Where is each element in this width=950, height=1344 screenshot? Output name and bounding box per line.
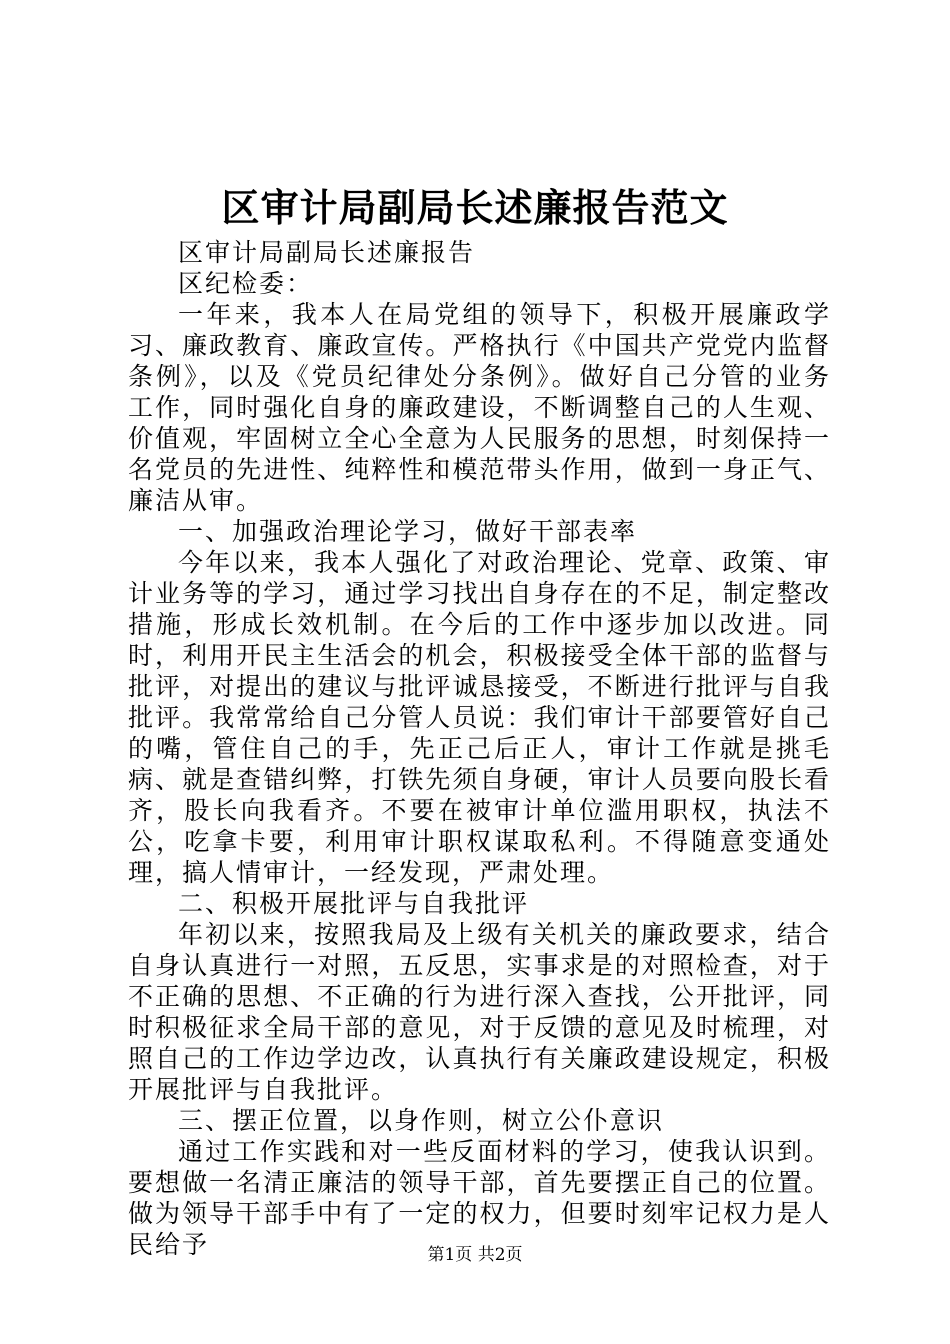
section-3-paragraph: 通过工作实践和对一些反面材料的学习，使我认识到。要想做一名清正廉洁的领导干部，首先要摆正自己的位置。做为领导干部手中有了一定的权力，但要时刻牢记权力是人民给予	[128, 1137, 831, 1259]
document-title: 区审计局副局长述廉报告范文	[221, 185, 729, 230]
section-heading-2: 二、积极开展批评与自我批评	[178, 889, 530, 918]
report-subtitle: 区审计局副局长述廉报告	[178, 238, 476, 267]
section-heading-3: 三、摆正位置，以身作则，树立公仆意识	[178, 1106, 665, 1135]
salutation: 区纪检委：	[178, 269, 314, 298]
page-number-footer: 第1页 共2页	[427, 1245, 523, 1265]
document-body	[128, 237, 831, 1260]
section-heading-1: 一、加强政治理论学习，做好干部表率	[178, 517, 638, 546]
section-1-paragraph: 今年以来，我本人强化了对政治理论、党章、政策、审计业务等的学习，通过学习找出自身存在的不足，制定整改措施，形成长效机制。在今后的工作中逐步加以改进。同时，利用开民主生活会的机会，积极接受全体干部的监督与批评，对提出的建议与批评诚恳接受，不断进行批评与自我批评。我常常给自己分管人员说：我们审计干部要管好自己的嘴，管住自己的手，先正己后正人，审计工作就是挑毛病、就是查错纠弊，打铁先须自身硬，审计人员要向股长看齐，股长向我看齐。不要在被审计单位滥用职权，执法不公，吃拿卡要，利用审计职权谋取私利。不得随意变通处理，搞人情审计，一经发现，严肃处理。	[128, 548, 831, 887]
intro-paragraph: 一年来，我本人在局党组的领导下，积极开展廉政学习、廉政教育、廉政宣传。严格执行《中国共产党党内监督条例》，以及《党员纪律处分条例》。做好自己分管的业务工作，同时强化自身的廉政建设，不断调整自己的人生观、价值观，牢固树立全心全意为人民服务的思想，时刻保持一名党员的先进性、纯粹性和模范带头作用，做到一身正气、廉洁从审。	[128, 300, 831, 515]
section-2-paragraph: 年初以来，按照我局及上级有关机关的廉政要求，结合自身认真进行一对照，五反思，实事求是的对照检查，对于不正确的思想、不正确的行为进行深入查找，公开批评，同时积极征求全局干部的意见，对于反馈的意见及时梳理，对照自己的工作边学边改，认真执行有关廉政建设规定，积极开展批评与自我批评。	[128, 920, 831, 1104]
